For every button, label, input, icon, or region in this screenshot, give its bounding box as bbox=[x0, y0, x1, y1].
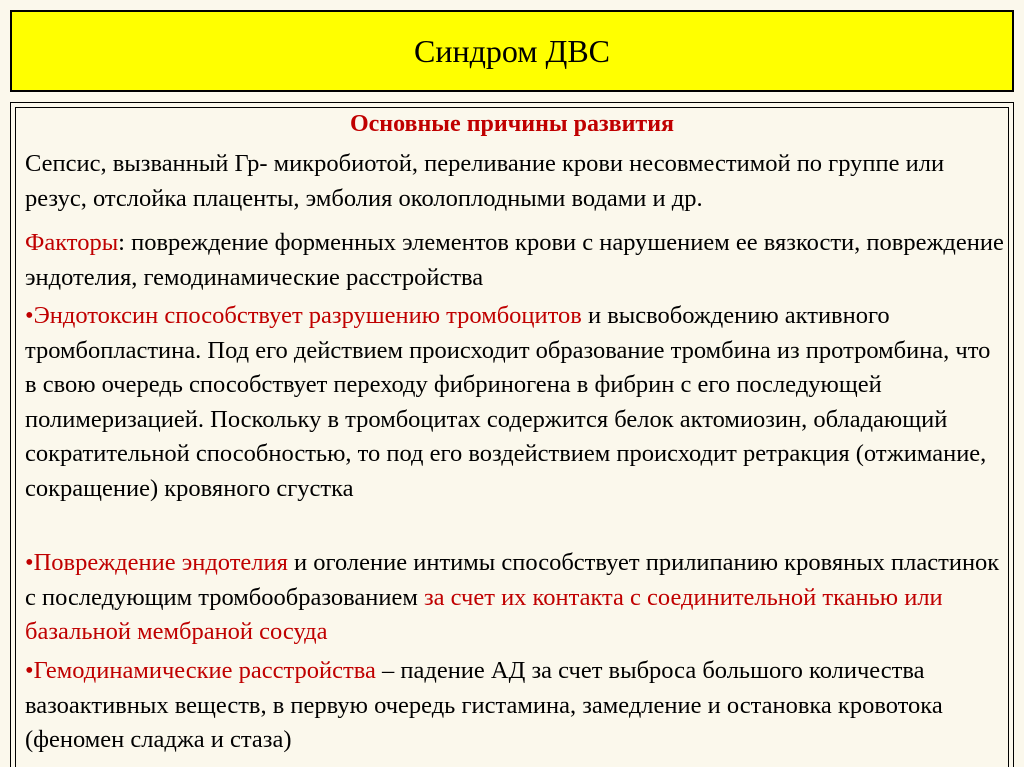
factors-text: : повреждение форменных элементов крови с нарушением ее вязкости, повреждение эндотелия, гемодинамические расстройства bbox=[25, 229, 1004, 291]
endothelium-highlight: •Повреждение эндотелия bbox=[25, 549, 288, 576]
endothelium-text: и оголение интимы способствует прилипанию кровяных пластинок с последующим тромбообразованием bbox=[25, 549, 1000, 611]
endotoxin-text: и высвобождению активного тромбопластина. Под его действием происходит образование тромбина из протромбина, что в свою очередь способствует переходу фибриногена в фибрин с его последующей полимеризацией. Поскольку в тромбоцитах содержится белок актомиозин, обладающий сократительной способностью, то под его воздействием происходит ретракция (отжимание, сокращение) кровяного сгустка bbox=[25, 302, 991, 502]
causes-text: Сепсис, вызванный Гр- микробиотой, переливание крови несовместимой по группе или резус, отслойка плаценты, эмболия околоплодными водами и др. bbox=[25, 150, 945, 212]
causes-paragraph bbox=[25, 147, 1005, 216]
hemodynamic-text: – падение АД за счет выброса большого количества вазоактивных веществ, в первую очередь гистамина, замедление и остановка кровотока (феномен сладжа и стаза) bbox=[25, 657, 943, 753]
hemodynamic-highlight: •Гемодинамические расстройства bbox=[25, 657, 376, 684]
factors-paragraph bbox=[25, 226, 1005, 295]
slide-title: Синдром ДВС bbox=[413, 32, 611, 69]
endotoxin-highlight: •Эндотоксин способствует разрушению тромбоцитов bbox=[25, 302, 582, 329]
endothelium-paragraph bbox=[25, 546, 1005, 650]
section-subtitle: Основные причины развития bbox=[349, 111, 675, 137]
factors-label: Факторы bbox=[25, 229, 119, 256]
endotoxin-paragraph bbox=[25, 299, 1005, 506]
content-panel bbox=[10, 102, 1014, 767]
title-banner bbox=[10, 10, 1014, 92]
endothelium-highlight-end: за счет их контакта с соединительной тканью или базальной мембраной сосуда bbox=[25, 583, 943, 645]
hemodynamic-paragraph bbox=[25, 654, 1005, 758]
